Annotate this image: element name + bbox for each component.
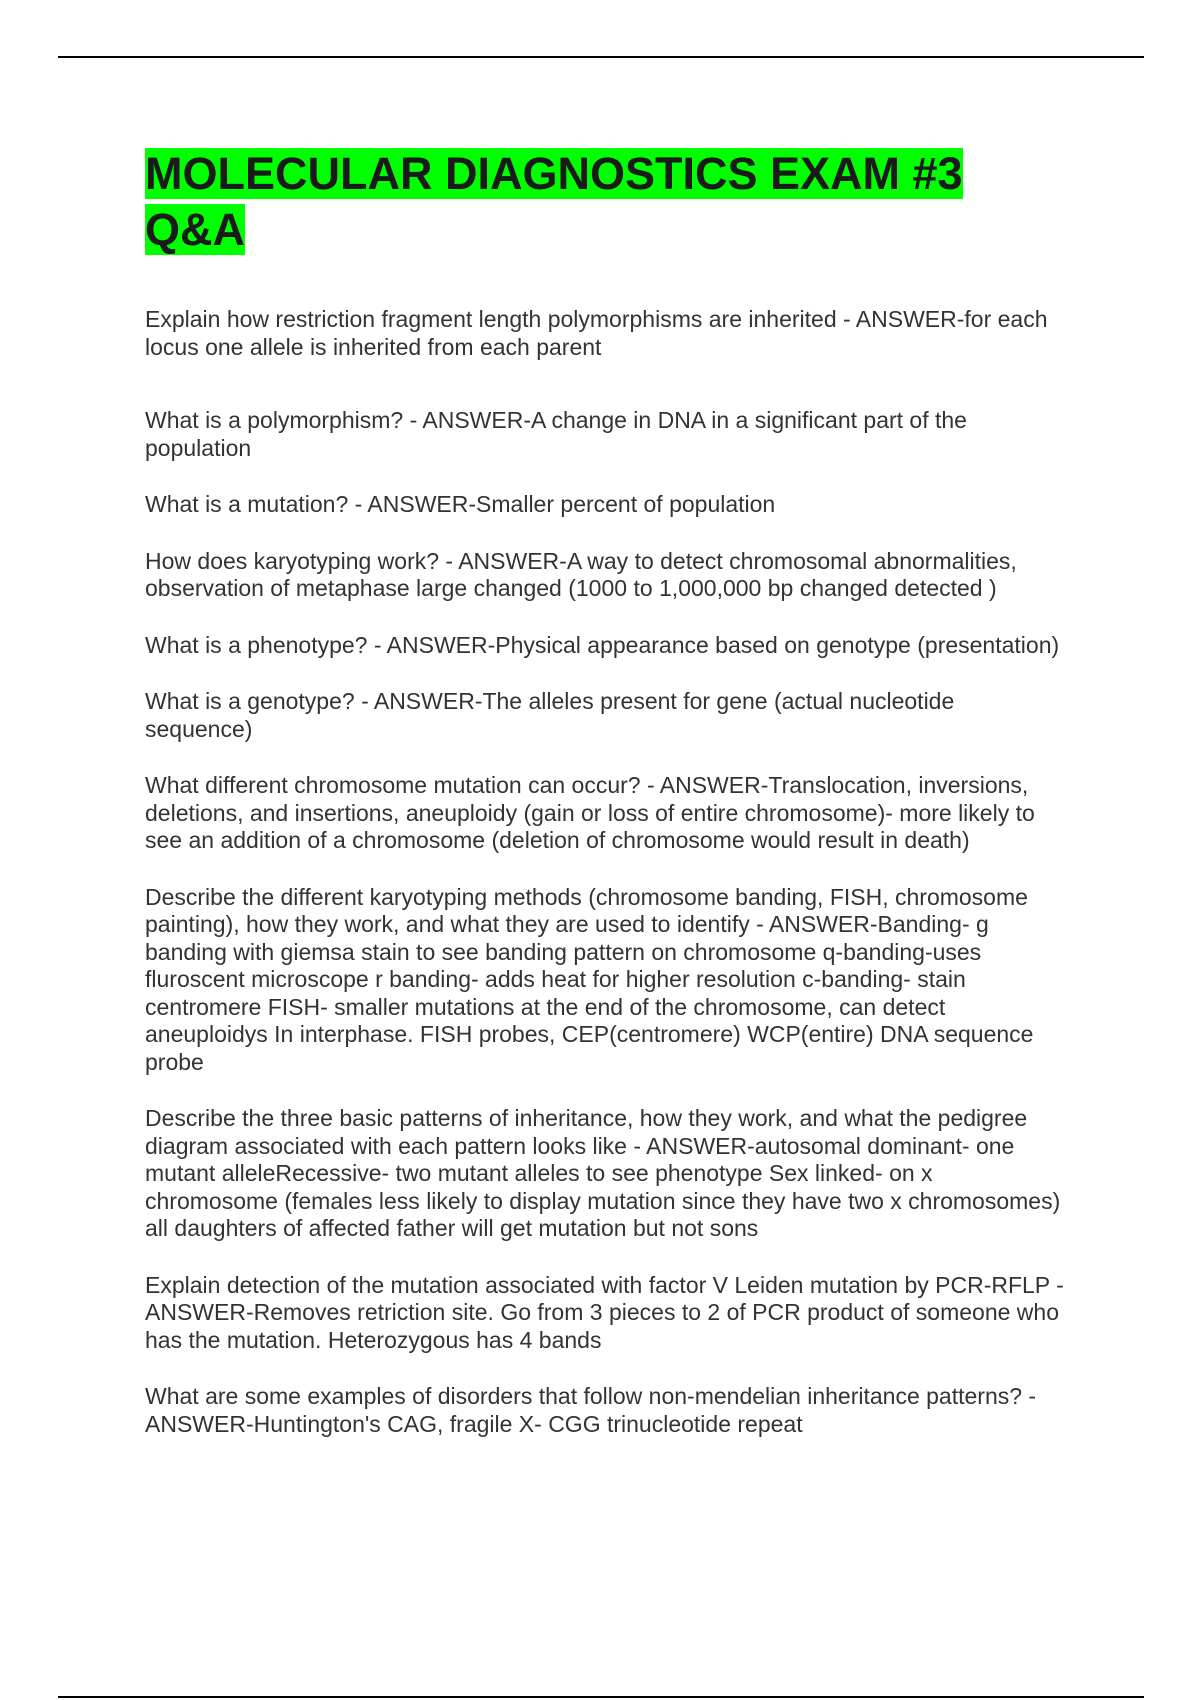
bottom-rule [58, 1696, 1144, 1698]
answer-text: for each locus one allele is inherited from each parent [145, 306, 1048, 360]
qa-entry [145, 884, 1065, 1077]
answer-separator: - ANSWER- [145, 1383, 1037, 1437]
qa-entry [145, 1272, 1065, 1355]
question-text: How does karyotyping work? [145, 547, 440, 574]
qa-entry [145, 306, 1065, 361]
answer-text: Huntington's CAG, fragile X- CGG trinucleotide repeat [253, 1410, 803, 1437]
answer-separator: - ANSWER- [749, 911, 878, 937]
answer-separator: - ANSWER- [403, 407, 531, 433]
answer-separator: - ANSWER- [348, 491, 477, 517]
answer-text: A way to detect chromosomal abnormalities, observation of metaphase large changed (1000 to 1,000,000 bp changed detected ) [145, 547, 1017, 601]
qa-entry [145, 1105, 1065, 1243]
answer-text: The alleles present for gene (actual nucleotide sequence) [145, 688, 955, 742]
question-text: Describe the three basic patterns of inheritance, how they work, and what the pedigree diagram associated with each pattern looks like [145, 1105, 1028, 1159]
question-text: Explain detection of the mutation associated with factor V Leiden mutation by PCR-RFLP [145, 1271, 1050, 1298]
answer-text: autosomal dominant- one mutant alleleRecessive- two mutant alleles to see phenotype Sex linked- on x chromosome (females less likely to display mutation since they have two x chromosomes) all daughters of affected father will get mutation but not sons [145, 1132, 1061, 1241]
qa-entry [145, 1383, 1065, 1438]
answer-text: A change in DNA in a significant part of the population [145, 407, 967, 461]
question-text: What is a phenotype? [145, 631, 368, 658]
top-rule [58, 56, 1144, 58]
question-text: What different chromosome mutation can occur? [145, 772, 641, 798]
answer-text: Translocation, inversions, deletions, and insertions, aneuploidy (gain or loss of entire chromosome)- more likely to see an addition of a chromosome (deletion of chromosome would result in death) [145, 772, 1035, 853]
question-text: What is a mutation? [145, 491, 349, 517]
qa-entry [145, 688, 1065, 743]
answer-separator: - ANSWER- [626, 1132, 755, 1159]
qa-entry [145, 491, 1065, 519]
title-highlight: MOLECULAR DIAGNOSTICS EXAM #3 Q&A [145, 148, 963, 255]
qa-entry [145, 772, 1065, 855]
question-text: Describe the different karyotyping methods (chromosome banding, FISH, chromosome painting), how they work, and what they are used to identify [145, 883, 1028, 937]
question-text: What are some examples of disorders that follow non-mendelian inheritance patterns? [145, 1383, 1023, 1409]
answer-text: Physical appearance based on genotype (presentation) [495, 631, 1060, 658]
qa-entry [145, 407, 1065, 462]
answer-separator: - ANSWER- [640, 772, 769, 798]
answer-text: Banding- g banding with giemsa stain to see banding pattern on chromosome q-banding-uses fluroscent microscope r banding- adds heat for higher resolution c-banding- stain centromere FISH- smaller mutations at the end of the chromosome, can detect aneuploidys In interphase. FISH probes, CEP(centromere) WCP(entire) DNA sequence probe [145, 911, 1034, 1075]
question-text: What is a polymorphism? [145, 407, 404, 433]
question-text: What is a genotype? [145, 688, 355, 714]
answer-separator: - ANSWER- [145, 1271, 1064, 1325]
qa-entry [145, 548, 1065, 603]
document-body [145, 146, 1065, 1438]
answer-separator: - ANSWER- [354, 688, 483, 714]
answer-separator: - ANSWER- [367, 631, 496, 658]
answer-separator: - ANSWER- [439, 547, 567, 574]
answer-separator: - ANSWER- [836, 306, 965, 332]
document-title [145, 146, 1065, 258]
answer-text: Removes retriction site. Go from 3 pieces to 2 of PCR product of someone who has the mutation. Heterozygous has 4 bands [145, 1299, 1059, 1353]
question-text: Explain how restriction fragment length polymorphisms are inherited [145, 306, 837, 332]
answer-text: Smaller percent of population [476, 491, 776, 517]
qa-entry [145, 632, 1065, 660]
